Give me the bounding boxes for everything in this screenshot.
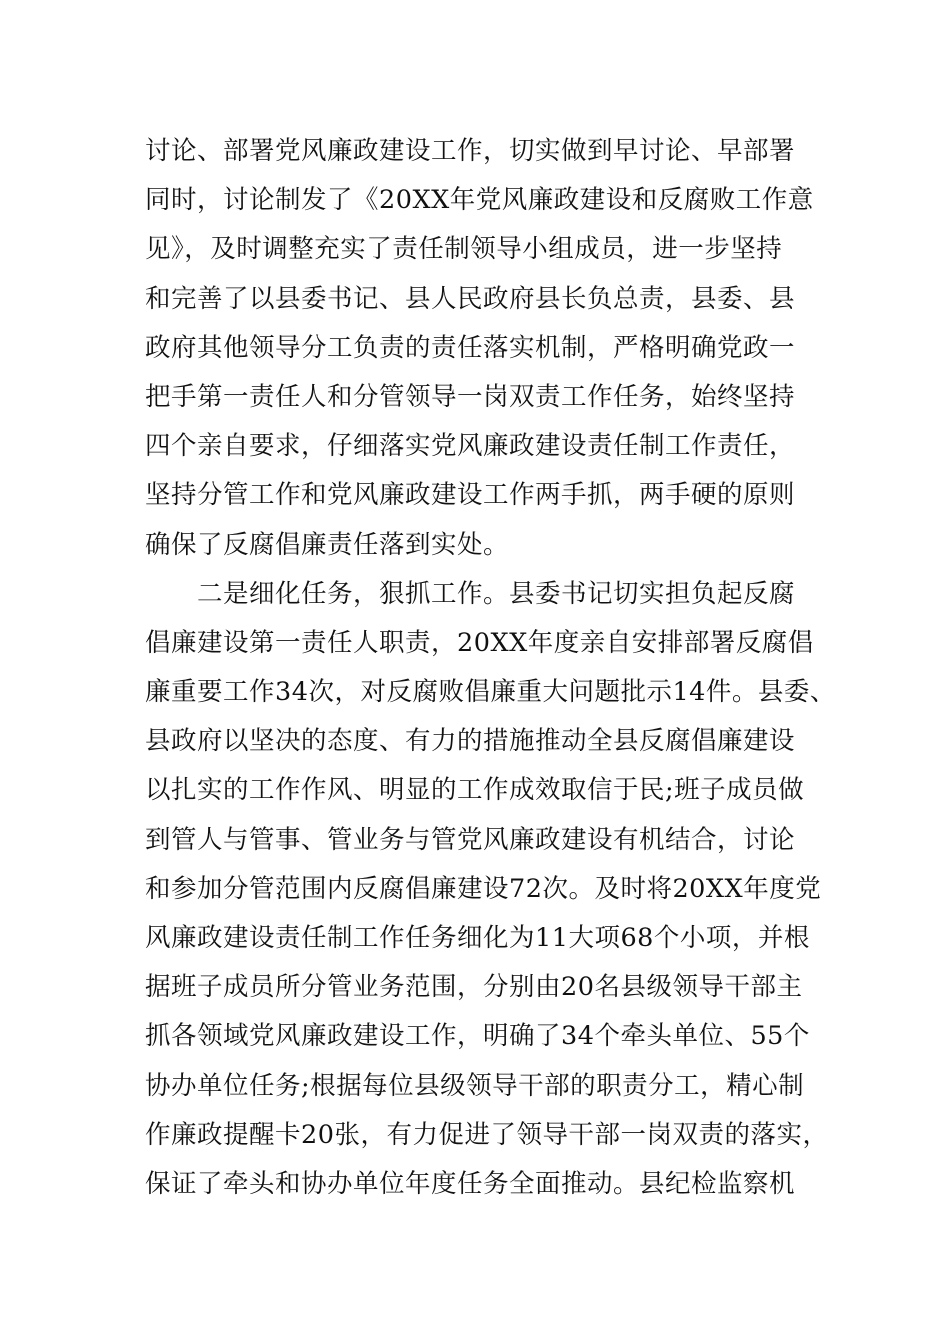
text-line: 到管人与管事、管业务与管党风廉政建设有机结合，讨论: [145, 824, 796, 855]
text-line: 见》，及时调整充实了责任制领导小组成员，进一步坚持: [145, 234, 783, 265]
document-body: [145, 127, 845, 1209]
text-line: 确保了反腐倡廉责任落到实处。: [145, 529, 510, 560]
text-line: 保证了牵头和协办单位年度任务全面推动。县纪检监察机: [145, 1168, 796, 1199]
text-line: 和完善了以县委书记、县人民政府县长负总责，县委、县: [145, 283, 796, 314]
text-line: 把手第一责任人和分管领导一岗双责工作任务，始终坚持: [145, 381, 796, 412]
text-line: 协办单位任务;根据每位县级领导干部的职责分工，精心制: [145, 1070, 805, 1101]
text-line: 风廉政建设责任制工作任务细化为11大项68个小项，并根: [145, 923, 810, 953]
text-line: 坚持分管工作和党风廉政建设工作两手抓，两手硬的原则: [145, 480, 796, 511]
text-line: 同时，讨论制发了《20XX年党风廉政建设和反腐败工作意: [145, 185, 814, 216]
text-line: 县政府以坚决的态度、有力的措施推动全县反腐倡廉建设: [145, 726, 796, 757]
text-line: 政府其他领导分工负责的责任落实机制，严格明确党政一: [145, 332, 796, 363]
text-line: 据班子成员所分管业务范围，分别由20名县级领导干部主: [145, 972, 803, 1003]
text-line: 倡廉建设第一责任人职责，20XX年度亲自安排部署反腐倡: [145, 627, 814, 658]
text-line: 讨论、部署党风廉政建设工作，切实做到早讨论、早部署: [145, 136, 796, 166]
text-line: 和参加分管范围内反腐倡廉建设72次。及时将20XX年度党: [145, 873, 822, 904]
text-line: 四个亲自要求，仔细落实党风廉政建设责任制工作责任，: [145, 431, 796, 462]
text-line: 廉重要工作34次，对反腐败倡廉重大问题批示14件。县委、: [145, 677, 836, 708]
text-line: 二是细化任务，狠抓工作。县委书记切实担负起反腐: [145, 578, 796, 609]
text-line: 抓各领域党风廉政建设工作，明确了34个牵头单位、55个: [145, 1021, 810, 1052]
text-line: 以扎实的工作作风、明显的工作成效取信于民;班子成员做: [145, 775, 805, 806]
text-line: 作廉政提醒卡20张，有力促进了领导干部一岗双责的落实，: [145, 1119, 829, 1150]
